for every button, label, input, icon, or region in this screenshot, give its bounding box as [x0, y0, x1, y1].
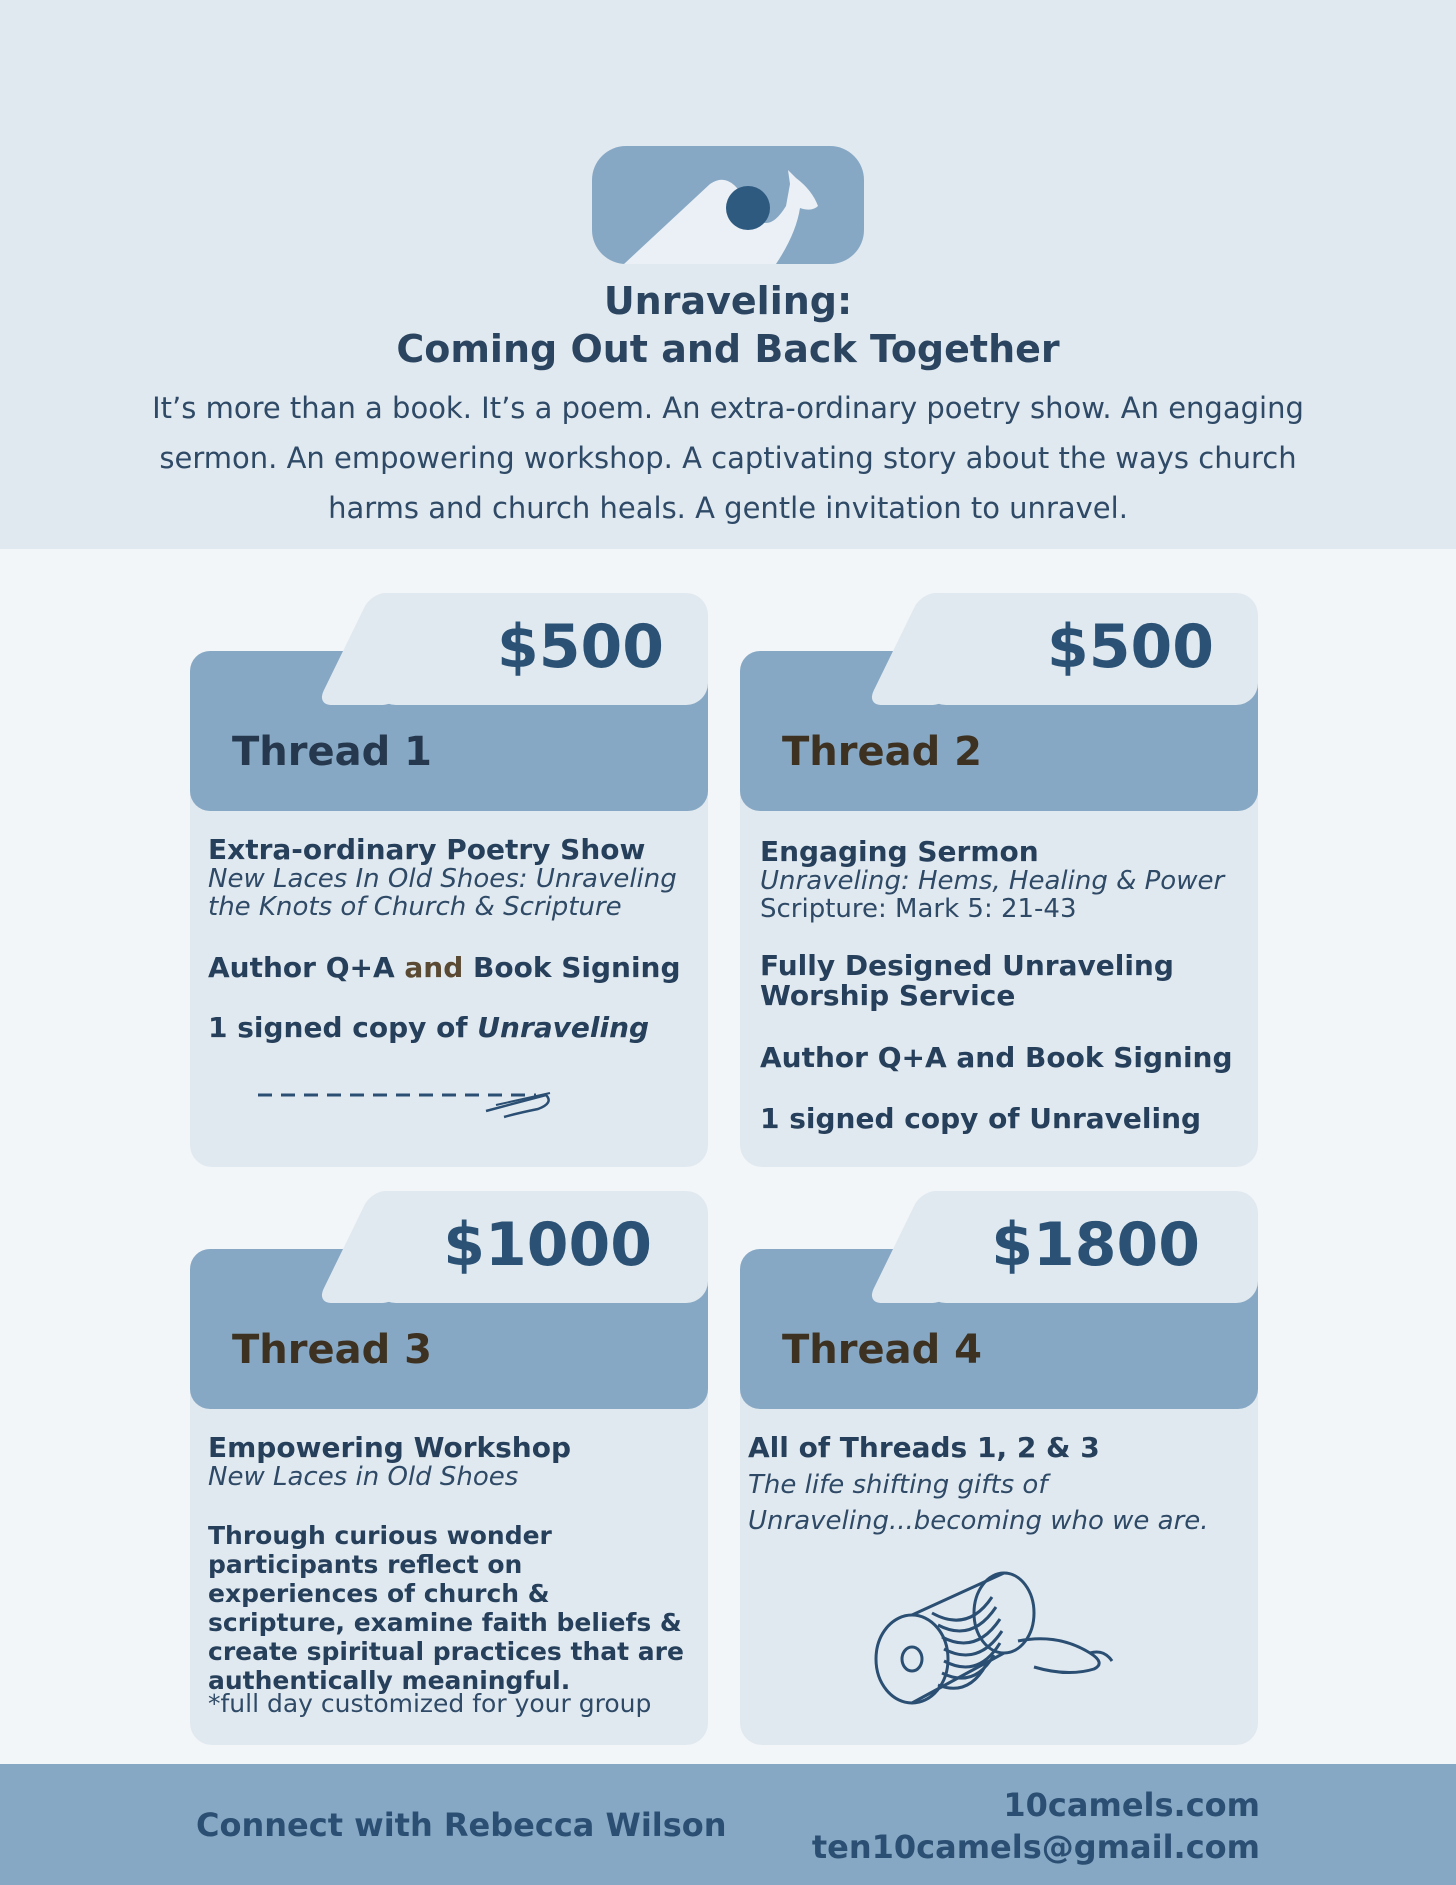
offer-item-and: and — [404, 951, 464, 984]
offer-item: 1 signed copy of Unraveling — [760, 1102, 1202, 1135]
offer-item-part: Book Signing — [463, 951, 681, 984]
thread-3-card — [190, 1210, 708, 1745]
offer-item-part: 1 signed copy of — [208, 1011, 478, 1044]
book-title: Unraveling — [477, 1011, 650, 1044]
offer-heading: Extra-ordinary Poetry Show — [208, 833, 646, 866]
offer-heading: Engaging Sermon — [760, 835, 1039, 868]
offer-subtitle: The life shifting gifts of Unraveling...becoming who we are. — [748, 1470, 1209, 1536]
title-line-2: Coming Out and Back Together — [396, 327, 1060, 371]
camel-logo-icon — [592, 146, 864, 264]
workshop-note: *full day customized for your group — [208, 1689, 652, 1718]
thread-1-card — [190, 612, 708, 1167]
connect-text: Connect with Rebecca Wilson — [196, 1806, 727, 1844]
thread-name: Thread 3 — [232, 1327, 432, 1373]
offer-subtitle: Unraveling: Hems, Healing & Power — [760, 866, 1225, 896]
card-header — [190, 1210, 708, 1409]
offer-item: Author Q+A and Book Signing — [760, 1041, 1233, 1074]
offer-item — [208, 953, 681, 983]
offer-item — [208, 1013, 649, 1043]
intro-text: It’s more than a book. It’s a poem. An extra-ordinary poetry show. An engaging sermon. An empowering workshop. A captivating story about the ways church harms and church heals. A gentle invitation to unravel. — [152, 391, 1304, 525]
price: $500 — [1047, 612, 1214, 682]
workshop-description: Through curious wonder participants reflect on experiences of church & scripture, examine faith beliefs & create spiritual practices that are authentically meaningful. — [208, 1521, 684, 1695]
thread-2-card — [740, 612, 1258, 1167]
offer-heading: Empowering Workshop — [208, 1431, 572, 1464]
thread-4-card — [740, 1210, 1258, 1745]
contact-info — [812, 1784, 1260, 1868]
card-header — [740, 1210, 1258, 1409]
website-link[interactable]: 10camels.com — [1003, 1786, 1260, 1824]
offer-item: Fully Designed Unraveling Worship Service — [760, 949, 1174, 1012]
email-link[interactable]: ten10camels@gmail.com — [811, 1828, 1260, 1866]
offer-heading: All of Threads 1, 2 & 3 — [748, 1431, 1100, 1464]
card-header — [740, 612, 1258, 811]
offer-item-part: Author Q+A — [208, 951, 405, 984]
price: $1800 — [991, 1210, 1200, 1280]
card-header — [190, 612, 708, 811]
thread-name: Thread 1 — [232, 729, 432, 775]
offer-subtitle: New Laces in Old Shoes — [208, 1462, 519, 1492]
needle-thread-icon — [256, 1081, 556, 1121]
title-line-1: Unraveling: — [603, 279, 853, 323]
page-title — [0, 277, 1456, 373]
offer-subtitle: New Laces In Old Shoes: Unraveling the Knots of Church & Scripture — [208, 864, 677, 922]
thread-spool-icon — [868, 1563, 1118, 1713]
price: $500 — [497, 612, 664, 682]
price: $1000 — [443, 1210, 652, 1280]
thread-name: Thread 4 — [782, 1327, 982, 1373]
scripture-reference: Scripture: Mark 5: 21-43 — [760, 894, 1077, 924]
thread-name: Thread 2 — [782, 729, 982, 775]
